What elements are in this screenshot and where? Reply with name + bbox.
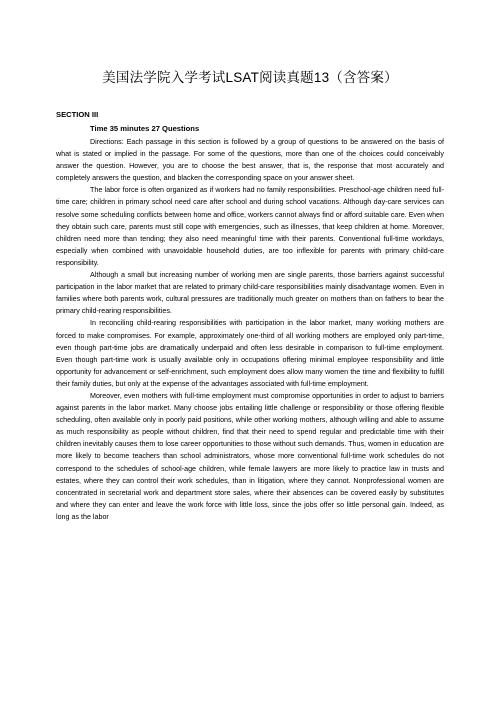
paragraph-directions: Directions: Each passage in this section is followed by a group of questions to be answered on the basis of what is stated or implied in the passage. For some of the questions, more than one of the choices could conceivably answer the question. However, you are to choose the best answer, that is, the response that most accurately and completely answers the question, and blacken the corresponding space on your answer sheet. (56, 138, 444, 183)
time-heading: Time 35 minutes 27 Questions (90, 124, 200, 133)
paragraph-1: The labor force is often organized as if workers had no family responsibilities. Preschool-age children need full-time care; children in primary school need care after school and during school vacations. Although day-care services can resolve some scheduling conflicts between home and office, workers cannot always find or afford suitable care. Even when they obtain such care, parents must still cope with emergencies, such as illnesses, that keep children at home. Moreover, children need more than tending; they also need meaningful time with their parents. Conventional full-time workdays, especially when combined with unavoidable household duties, are too inflexible for parents with primary child-care responsibility. (56, 186, 444, 267)
section-heading: SECTION III (56, 110, 99, 119)
paragraph-2: Although a small but increasing number of working men are single parents, those barriers against successful participation in the labor market that are related to primary child-care responsibilities mainly disadvantage women. Even in families where both parents work, cultural pressures are traditionally much greater on mothers than on fathers to bear the primary child-rearing responsibilities. (56, 271, 444, 316)
paragraph-3: In reconciling child-rearing responsibilities with participation in the labor market, many working mothers are forced to make compromises. For example, approximately one-third of all working mothers are employed only part-time, even though part-time jobs are dramatically underpaid and often less desirable in comparison to full-time employment. Even though part-time work is usually available only in occupations offering minimal employee responsibility and little opportunity for advancement or self-enrichment, such employment does allow many women the time and flexibility to fulfill their family duties, but only at the expense of the advantages associated with full-time employment. (56, 319, 444, 388)
document-title: 美国法学院入学考试LSAT阅读真题13（含答案） (102, 70, 398, 85)
paragraph-4: Moreover, even mothers with full-time employment must compromise opportunities in order to adjust to barriers against parents in the labor market. Many choose jobs entailing little challenge or responsibility or those offering flexible scheduling, often available only in poorly paid positions, while other working mothers, although willing and able to assume as much responsibility as people without children, find that their need to spend regular and predictable time with their children inevitably causes them to lose career opportunities to those without such demands. Thus, women in education are more likely to become teachers than school administrators, whose more conventional full-time work schedules do not correspond to the schedules of school-age children, while female lawyers are more likely to practice law in trusts and estates, where they can control their work schedules, than in litigation, where they cannot. Nonprofessional women are concentrated in secretarial work and department store sales, where their absences can be covered easily by substitutes and where they can enter and leave the work force with little loss, since the jobs offer so little personal gain. Indeed, as long as the labor (56, 391, 444, 521)
